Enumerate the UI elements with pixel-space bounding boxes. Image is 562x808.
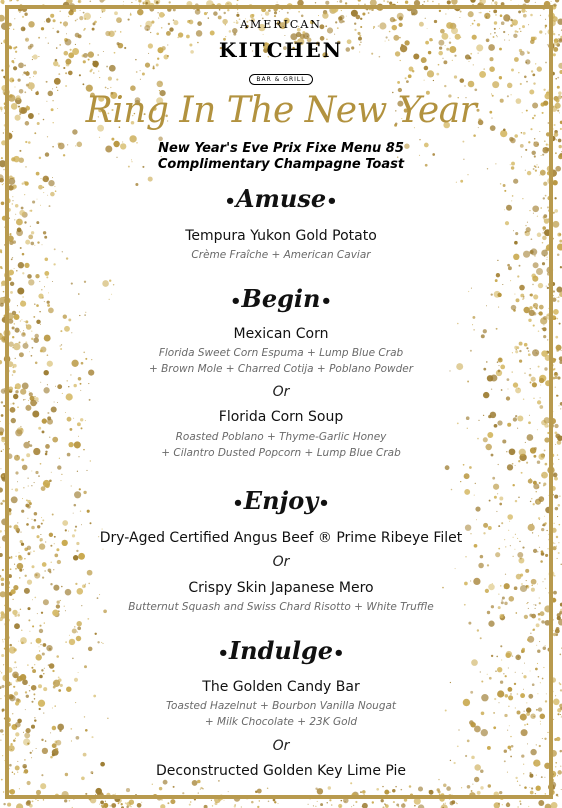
section-title-begin [0, 284, 562, 313]
dish-indulge-2: Deconstructed Golden Key Lime Pie [155, 763, 407, 779]
dish-amuse-desc: Crème Fraîche + American Caviar [191, 249, 371, 261]
logo-main-text: KITCHEN [219, 38, 343, 62]
section-amuse-label: Amuse [235, 184, 327, 213]
dish-begin-1: Mexican Corn [233, 326, 329, 342]
bullet-dot-icon: • [232, 493, 244, 514]
section-title-amuse [0, 184, 562, 213]
bullet-dot-icon: • [320, 291, 332, 312]
bullet-dot-icon: • [318, 493, 330, 514]
dish-indulge-1-desc-2: + Milk Chocolate + 23K Gold [204, 716, 358, 728]
bullet-dot-icon: • [333, 643, 345, 664]
section-indulge-label: Indulge [228, 636, 334, 665]
dish-indulge-1-desc-1: Toasted Hazelnut + Bourbon Vanilla Nougat [165, 700, 397, 712]
bullet-dot-icon: • [326, 191, 338, 212]
or-divider: Or [272, 554, 290, 570]
dish-amuse: Tempura Yukon Gold Potato [185, 228, 377, 244]
section-enjoy-label: Enjoy [243, 486, 319, 515]
bullet-dot-icon: • [230, 291, 242, 312]
section-title-indulge [0, 636, 562, 665]
dish-begin-1-desc-2: + Brown Mole + Charred Cotija + Poblano Powder [148, 363, 414, 375]
section-begin-label: Begin [241, 284, 321, 313]
bullet-dot-icon: • [217, 643, 229, 664]
section-title-enjoy [0, 486, 562, 515]
subline-prix-fixe: New Year's Eve Prix Fixe Menu 85 [158, 141, 404, 156]
dish-begin-2-desc-1: Roasted Poblano + Thyme-Garlic Honey [175, 431, 387, 443]
dish-enjoy-1: Dry-Aged Certified Angus Beef ® Prime Ribeye Filet [99, 530, 463, 546]
dish-enjoy-2: Crispy Skin Japanese Mero [188, 580, 374, 596]
dish-enjoy-2-desc: Butternut Squash and Swiss Chard Risotto + White Truffle [128, 601, 434, 613]
dish-begin-2: Florida Corn Soup [218, 409, 344, 425]
headline: Ring In The New Year [85, 90, 477, 131]
bullet-dot-icon: • [224, 191, 236, 212]
or-divider: Or [272, 738, 290, 754]
dish-indulge-1: The Golden Candy Bar [202, 679, 360, 695]
dish-begin-1-desc-1: Florida Sweet Corn Espuma + Lump Blue Crab [158, 347, 404, 359]
dish-begin-2-desc-2: + Cilantro Dusted Popcorn + Lump Blue Crab [161, 447, 401, 459]
logo-arc-text: AMERICAN [240, 18, 322, 31]
subline-champagne: Complimentary Champagne Toast [157, 157, 405, 172]
or-divider: Or [272, 384, 290, 400]
logo-sub-text: BAR & GRILL [249, 74, 312, 85]
logo-sub-wrap [0, 66, 562, 85]
